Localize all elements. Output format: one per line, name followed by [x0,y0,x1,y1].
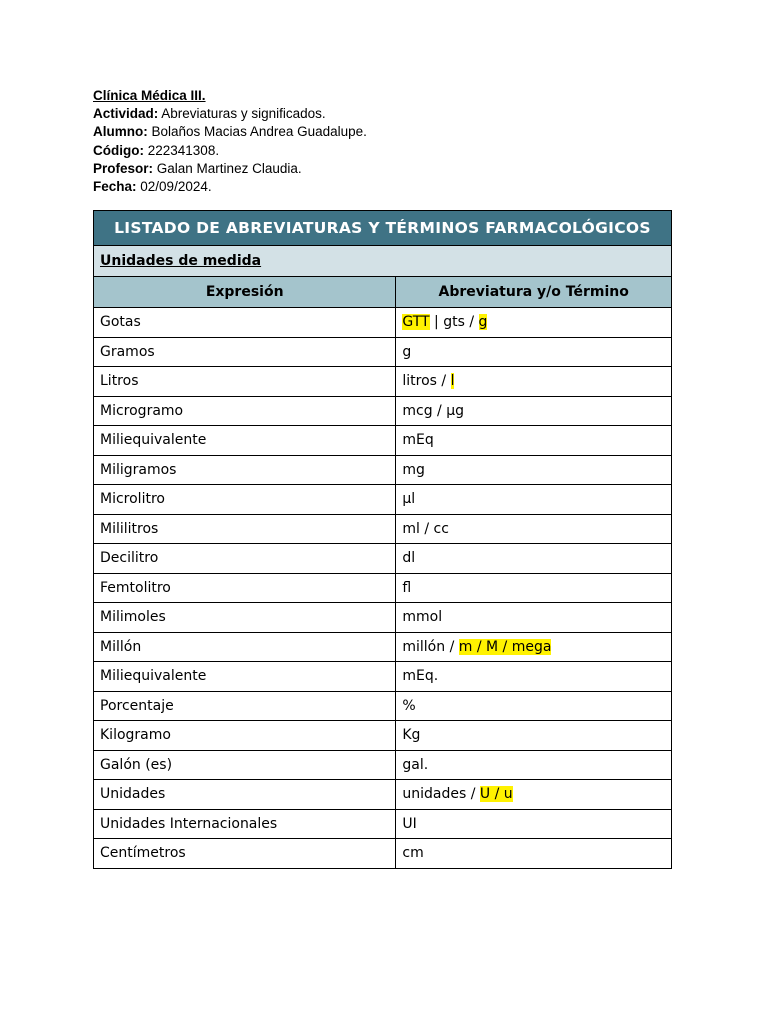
expression-cell: Kilogramo [94,721,396,751]
abbreviation-text: Kg [402,727,421,744]
abbreviation-cell [396,809,672,839]
table-row [94,662,672,692]
document-header [93,87,367,196]
table-row [94,544,672,574]
table-row [94,721,672,751]
abbreviation-text: mEq [402,432,434,449]
expression-cell: Miliequivalente [94,662,396,692]
expression-cell: Litros [94,367,396,397]
section-title: Unidades de medida [94,246,672,277]
abbreviation-text: gal. [402,756,429,773]
abbreviation-text: UI [402,815,417,832]
table-row [94,691,672,721]
abbreviation-cell [396,514,672,544]
expression-cell: Miligramos [94,455,396,485]
abbreviation-text: g [402,343,412,360]
abbreviation-cell [396,485,672,515]
abbreviation-text: dl [402,550,416,567]
expression-cell: Mililitros [94,514,396,544]
professor-label: Profesor: [93,160,154,176]
abbreviation-cell [396,691,672,721]
abbreviation-cell [396,455,672,485]
abbreviation-text: mcg / µg [402,402,465,419]
activity-value: Abreviaturas y significados. [161,106,326,122]
abbreviation-cell [396,367,672,397]
table-row [94,426,672,456]
abbreviation-cell [396,308,672,338]
table-row [94,396,672,426]
table-row [94,308,672,338]
expression-cell: Millón [94,632,396,662]
course-title [93,87,367,105]
abbreviation-cell [396,544,672,574]
abbreviation-cell [396,603,672,633]
table-row [94,603,672,633]
table-row [94,573,672,603]
expression-cell: Galón (es) [94,750,396,780]
header-field-activity [93,105,367,123]
column-header-row [94,277,672,308]
abbreviations-table [93,210,672,869]
abbreviation-cell [396,721,672,751]
table-row [94,839,672,869]
abbreviation-text: fl [402,579,412,596]
code-label: Código: [93,142,144,158]
table-row [94,780,672,810]
abbreviation-text: unidades / [402,786,480,803]
abbreviation-cell [396,750,672,780]
abbreviation-text: mg [402,461,425,478]
table-row [94,632,672,662]
course-title-text: Clínica Médica III. [93,88,206,103]
abbreviation-cell [396,337,672,367]
column-header-abbreviation: Abreviatura y/o Término [396,277,672,308]
abbreviation-cell [396,426,672,456]
abbreviation-text: millón / [402,638,459,655]
table-row [94,485,672,515]
code-value: 222341308. [147,142,220,158]
expression-cell: Porcentaje [94,691,396,721]
header-field-professor [93,160,367,178]
abbreviation-text: mmol [402,609,443,626]
expression-cell: Miliequivalente [94,426,396,456]
date-value: 02/09/2024. [140,179,212,195]
table-row [94,337,672,367]
abbreviation-cell [396,662,672,692]
table-body [94,308,672,869]
abbreviation-text: cm [402,845,424,862]
table-row [94,750,672,780]
expression-cell: Unidades [94,780,396,810]
expression-cell: Femtolitro [94,573,396,603]
highlighted-text: U / u [479,786,513,803]
date-label: Fecha: [93,179,137,195]
column-header-expression: Expresión [94,277,396,308]
professor-value: Galan Martinez Claudia. [156,160,302,176]
expression-cell: Microlitro [94,485,396,515]
table-row [94,455,672,485]
abbreviation-text: µl [402,491,416,508]
expression-cell: Gotas [94,308,396,338]
table-banner: LISTADO DE ABREVIATURAS Y TÉRMINOS FARMACOLÓGICOS [94,211,672,246]
student-value: Bolaños Macias Andrea Guadalupe. [151,124,367,140]
highlighted-text: GTT [402,314,430,331]
expression-cell: Unidades Internacionales [94,809,396,839]
table-row [94,809,672,839]
activity-label: Actividad: [93,106,159,122]
expression-cell: Milimoles [94,603,396,633]
highlighted-text: l [450,373,455,390]
expression-cell: Decilitro [94,544,396,574]
highlighted-text: m / M / mega [458,638,552,655]
table-row [94,514,672,544]
abbreviation-text: ml / cc [402,520,449,537]
header-field-date [93,178,367,196]
abbreviation-cell [396,780,672,810]
header-field-student [93,123,367,141]
table-banner-row [94,211,672,246]
header-field-code [93,142,367,160]
abbreviation-text: mEq. [402,668,439,685]
table-row [94,367,672,397]
abbreviation-cell [396,632,672,662]
abbreviation-text: litros / [402,373,451,390]
abbreviation-cell [396,839,672,869]
abbreviation-cell [396,573,672,603]
abbreviation-cell [396,396,672,426]
expression-cell: Centímetros [94,839,396,869]
student-label: Alumno: [93,124,148,140]
section-row [94,246,672,277]
expression-cell: Gramos [94,337,396,367]
abbreviation-text: % [402,697,416,714]
highlighted-text: g [478,314,488,331]
abbreviation-text: | gts / [429,314,479,331]
expression-cell: Microgramo [94,396,396,426]
